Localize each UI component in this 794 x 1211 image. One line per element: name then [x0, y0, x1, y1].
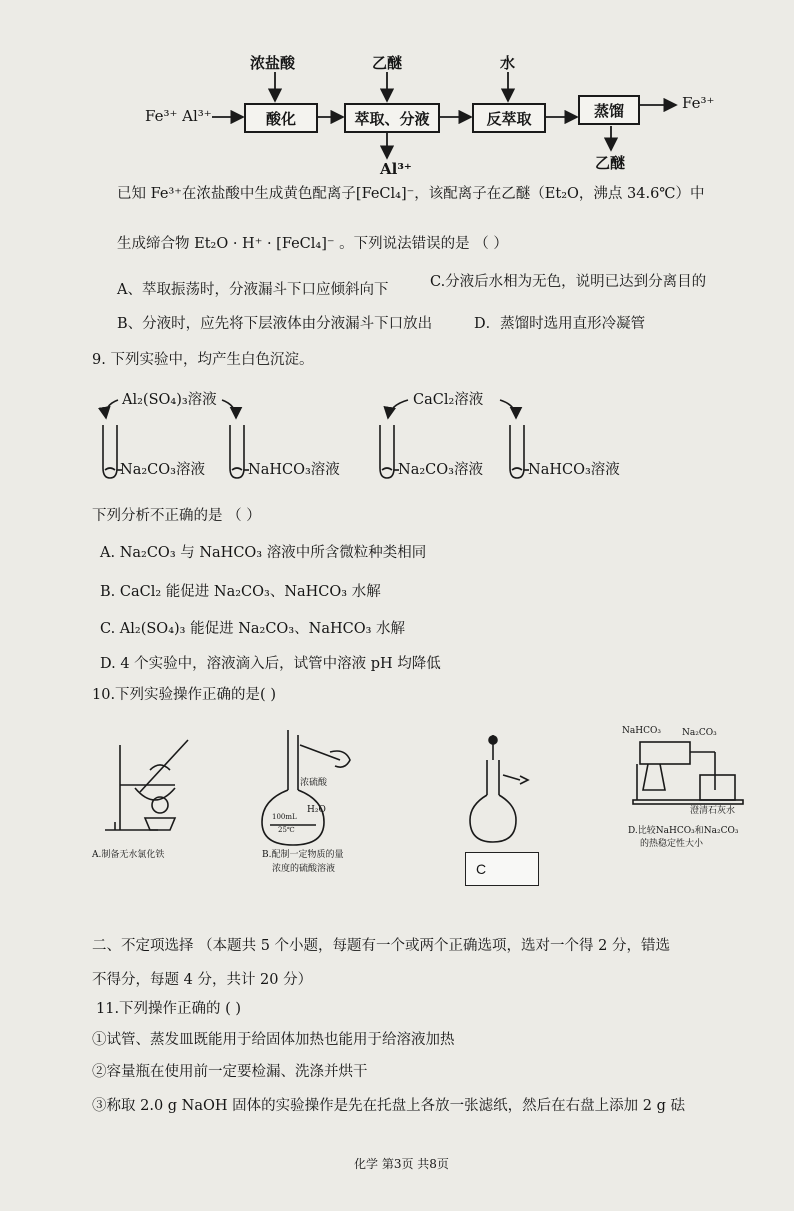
- flow-step-extract: 萃取、分液: [344, 103, 440, 133]
- q9-option-d: D. 4 个实验中，溶液滴入后，试管中溶液 pH 均降低: [100, 656, 441, 672]
- q10-stem: 10.下列实验操作正确的是( ): [92, 687, 276, 703]
- q10-caption-d-1: D.比较NaHCO₃和Na₂CO₃: [628, 826, 739, 836]
- q8-known-line1: 已知 Fe³⁺在浓盐酸中生成黄色配离子[FeCl₄]⁻，该配离子在乙醚（Et₂O，沸点 34.6℃）中: [117, 186, 705, 202]
- page-footer: 化学 第3页 共8页: [354, 1157, 449, 1171]
- q10-caption-c: C: [465, 852, 539, 886]
- q10-label-d-nahco3: NaHCO₃: [622, 726, 661, 736]
- q8-known-line2: 生成缔合物 Et₂O · H⁺ · [FeCl₄]⁻ 。下列说法错误的是 （ ）: [117, 236, 508, 252]
- q9-tube-2-label: NaHCO₃溶液: [248, 462, 340, 478]
- q9-option-c: C. Al₂(SO₄)₃ 能促进 Na₂CO₃、NaHCO₃ 水解: [100, 621, 406, 637]
- flow-output-fe: Fe³⁺: [682, 94, 715, 112]
- q10-label-b-water: H₂O: [307, 805, 326, 815]
- q9-tube-1-label: Na₂CO₃溶液: [120, 462, 205, 478]
- q10-caption-a: A.制备无水氯化铁: [92, 850, 165, 860]
- flow-reagent-2: 乙醚: [372, 54, 403, 72]
- flow-output-al: Al³⁺: [380, 160, 412, 178]
- q11-stem: 11.下列操作正确的 ( ): [96, 1001, 242, 1017]
- section2-header-line2: 不得分，每题 4 分，共计 20 分）: [92, 972, 313, 988]
- q9-stem: 9. 下列实验中，均产生白色沉淀。: [92, 352, 314, 368]
- q10-label-d-na2co3: Na₂CO₃: [682, 728, 717, 738]
- q10-label-b-temp: 25℃: [278, 826, 295, 834]
- q9-reagent-left: Al₂(SO₄)₃溶液: [122, 392, 217, 408]
- q11-item-1: ①试管、蒸发皿既能用于给固体加热也能用于给溶液加热: [92, 1032, 455, 1048]
- q10-caption-b-1: B.配制一定物质的量: [262, 850, 344, 860]
- q11-item-2: ②容量瓶在使用前一定要检漏、洗涤并烘干: [92, 1064, 368, 1080]
- flow-step-back-extract: 反萃取: [472, 103, 546, 133]
- q8-option-d: D．蒸馏时选用直形冷凝管: [474, 316, 646, 332]
- q10-label-b-volume: 100mL: [272, 813, 297, 821]
- q10-caption-d-2: 的热稳定性大小: [640, 839, 704, 849]
- apparatus-c: [470, 735, 528, 842]
- section2-header-line1: 二、不定项选择 （本题共 5 个小题，每题有一个或两个正确选项，选对一个得 2 分，错选: [92, 938, 670, 954]
- apparatus-d: [633, 742, 743, 804]
- flow-step-distill: 蒸馏: [578, 95, 640, 125]
- q9-ask: 下列分析不正确的是 （ ）: [92, 508, 261, 524]
- q10-label-d-limewater: 澄清石灰水: [690, 806, 736, 816]
- q8-option-a: A、萃取振荡时，分液漏斗下口应倾斜向下: [117, 282, 389, 298]
- flow-step-acidify: 酸化: [244, 103, 318, 133]
- q10-label-b-acid: 浓硫酸: [300, 778, 328, 788]
- flow-output-ether: 乙醚: [595, 154, 626, 172]
- q8-option-c: C.分液后水相为无色，说明已达到分离目的: [430, 274, 707, 290]
- q9-tube-4-label: NaHCO₃溶液: [528, 462, 620, 478]
- q10-caption-b-2: 浓度的硫酸溶液: [272, 864, 336, 874]
- q9-reagent-right: CaCl₂溶液: [413, 392, 484, 408]
- q9-tube-3-label: Na₂CO₃溶液: [398, 462, 483, 478]
- q9-option-b: B. CaCl₂ 能促进 Na₂CO₃、NaHCO₃ 水解: [100, 584, 381, 600]
- apparatus-a: [105, 740, 188, 830]
- flow-input: Fe³⁺ Al³⁺: [145, 107, 212, 125]
- q8-option-b: B、分液时，应先将下层液体由分液漏斗下口放出: [117, 316, 433, 332]
- q11-item-3: ③称取 2.0 g NaOH 固体的实验操作是先在托盘上各放一张滤纸，然后在右盘上添加 2 g 砝: [92, 1098, 685, 1114]
- flow-reagent-3: 水: [500, 54, 516, 72]
- q9-option-a: A. Na₂CO₃ 与 NaHCO₃ 溶液中所含微粒种类相同: [100, 545, 427, 561]
- flow-reagent-1: 浓盐酸: [250, 54, 296, 72]
